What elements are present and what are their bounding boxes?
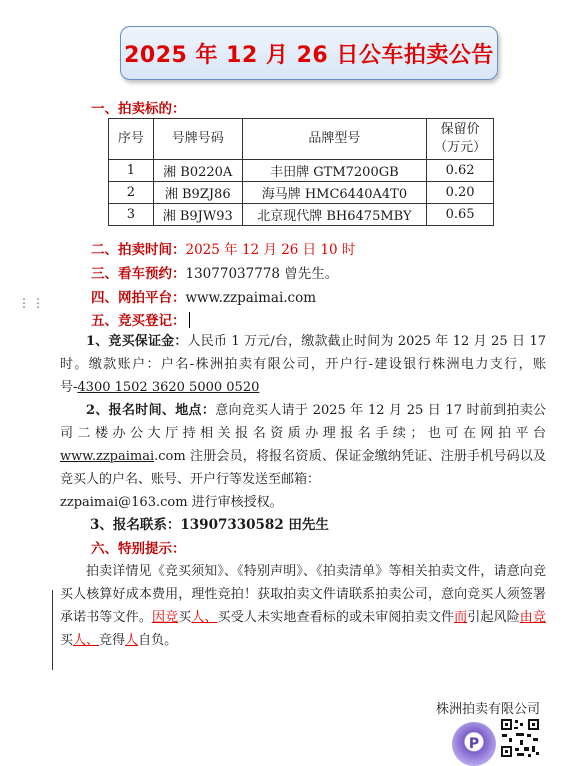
auction-items-table (108, 118, 494, 226)
registration-text-a: 意向竞买人请于 2025 年 12 月 25 日 17 时前到拍卖公司二楼办公大厅持相关报名资质办理报名手续；也可在网拍平台 (60, 403, 546, 441)
tracked-change: 因竞 (151, 610, 179, 625)
viewing-contact-value: 13077037778 曾先生。 (185, 266, 339, 282)
company-seal-icon (452, 722, 496, 766)
col-header-index: 序号 (109, 119, 154, 160)
table-row (109, 204, 494, 226)
section-2-auction-time (91, 238, 355, 258)
title-banner (120, 26, 498, 80)
registration-text-b: .com 注册会员，将报名资质、保证金缴纳凭证、注册手机号码以及竞买人的户名、账号、开户行等发送至邮箱： (60, 449, 546, 487)
cell-model: 北京现代牌 BH6475MBY (242, 204, 427, 226)
table-row (109, 182, 494, 204)
col-header-plate: 号牌号码 (153, 119, 242, 160)
section-4-label: 四、网拍平台： (91, 290, 186, 306)
cell-reserve: 0.20 (427, 182, 494, 204)
cell-index: 2 (109, 182, 154, 204)
deposit-lead: 1、竞买保证金： (86, 334, 188, 349)
cell-model: 海马牌 HMC6440A4T0 (242, 182, 427, 204)
table-row (109, 160, 494, 182)
tracked-change: 人、 (73, 633, 100, 648)
notice-text: 买 (60, 633, 74, 648)
section-1-heading: 一、拍卖标的： (91, 101, 186, 117)
section-6-heading: 六、特别提示： (91, 541, 186, 557)
company-signature: 株洲拍卖有限公司 (435, 702, 540, 717)
registration-lead: 2、报名时间、地点： (86, 403, 216, 418)
registration-email: zzpaimai@163.com 进行审核授权。 (60, 495, 283, 510)
notice-text: 竞得 (99, 633, 126, 648)
notice-text: 买受人未实地查看标的或未审阅拍卖文件 (217, 610, 455, 625)
tracked-change: 由竞 (519, 610, 546, 625)
text-cursor (189, 312, 190, 328)
cell-model: 丰田牌 GTM7200GB (242, 160, 427, 182)
section-5-label: 五、竞买登记： (91, 313, 186, 329)
drag-handle-icon[interactable]: ⋮⋮ (18, 296, 46, 310)
auction-time-value: 2025 年 12 月 26 日 10 时 (185, 242, 356, 258)
account-number: 4300 1502 3620 5000 0520 (77, 380, 260, 395)
revision-bar (52, 590, 53, 670)
section-3-viewing (91, 262, 338, 282)
section-5-registration (91, 309, 190, 329)
cell-plate: 湘 B9ZJ86 (153, 182, 242, 204)
qr-code-icon (500, 718, 540, 758)
col-header-reserve: 保留价（万元） (427, 119, 494, 160)
seal-letter: P (468, 736, 480, 752)
paragraph-registration (60, 399, 546, 514)
cell-index: 1 (109, 160, 154, 182)
tracked-change: 人 (125, 633, 139, 648)
notice-text: 买 (178, 610, 192, 625)
tracked-change: 人、 (191, 610, 218, 625)
cell-reserve: 0.65 (427, 204, 494, 226)
platform-url[interactable]: www.zzpaimai.com (185, 290, 317, 306)
section-4-platform (91, 286, 316, 306)
page-title: 2025 年 12 月 26 日公车拍卖公告 (124, 42, 494, 68)
table-header-row (109, 119, 494, 160)
paragraph-notice (60, 560, 546, 652)
col-header-model: 品牌型号 (242, 119, 427, 160)
tracked-change: 而 (454, 610, 468, 625)
notice-text-a: 拍卖详情见《竞买须知》、《特别声明》、《拍卖清单》等相关拍卖文件，请意向竞买人核算好成本费用，理性竞拍！获取拍卖文件请联系拍卖公司，意向竞买人须签署承诺书等文件。 (60, 564, 546, 625)
section-2-label: 二、拍卖时间： (91, 242, 186, 258)
deposit-text: 人民币 1 万元/台，缴款截止时间为 2025 年 12 月 25 日 17 时。缴款账户：户名-株洲拍卖有限公司，开户行-建设银行株洲电力支行，账号- (60, 334, 546, 395)
paragraph-deposit (60, 330, 546, 399)
notice-text: 引起风险 (467, 610, 520, 625)
cell-reserve: 0.62 (427, 160, 494, 182)
cell-plate: 湘 B0220A (153, 160, 242, 182)
registration-contact: 3、报名联系：13907330582 田先生 (90, 517, 329, 533)
registration-link[interactable]: www.zzpaimai (60, 449, 155, 464)
cell-index: 3 (109, 204, 154, 226)
section-3-label: 三、看车预约： (91, 266, 186, 282)
cell-plate: 湘 B9JW93 (153, 204, 242, 226)
notice-text: 自负。 (138, 633, 178, 648)
